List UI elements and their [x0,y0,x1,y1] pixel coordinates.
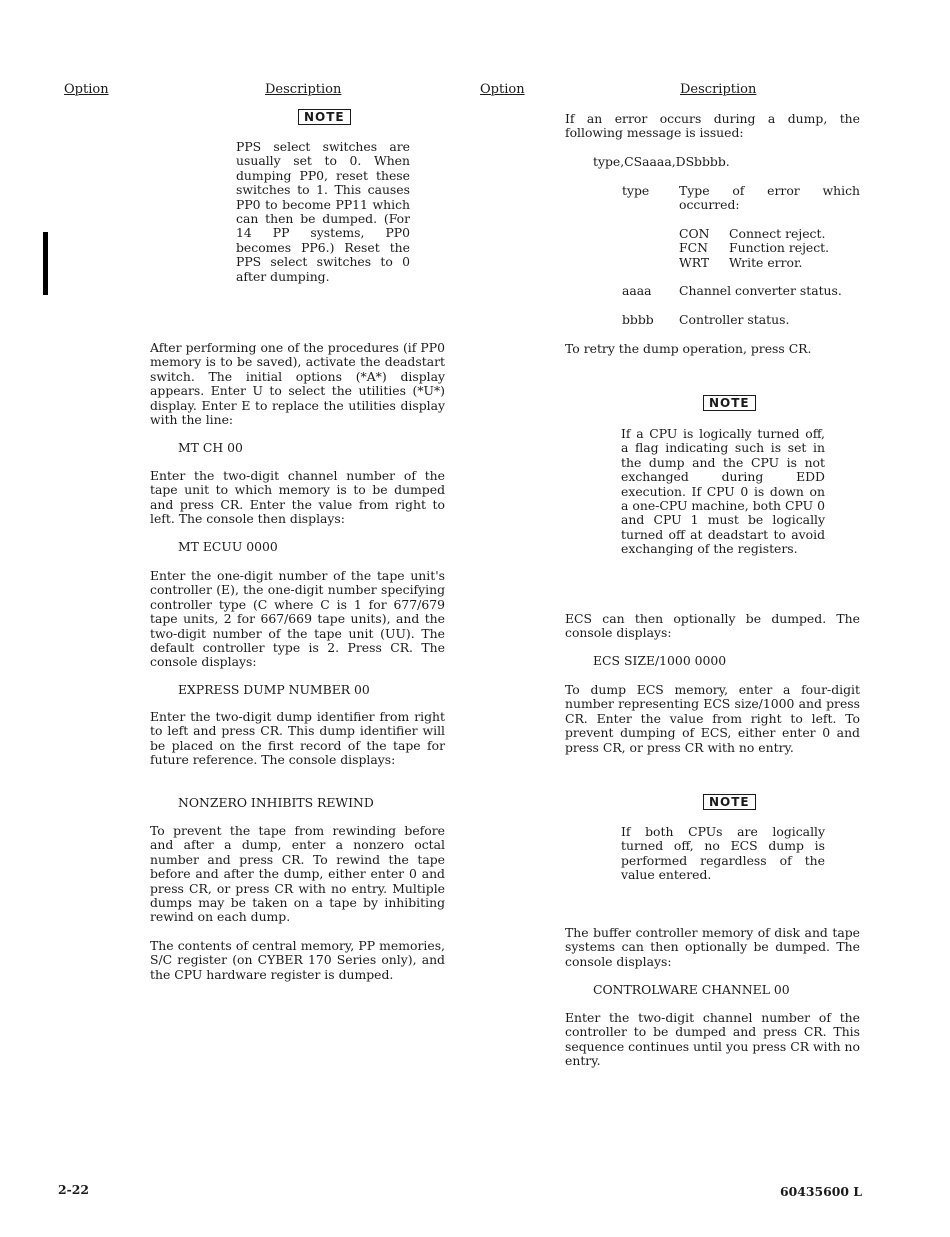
right-paragraph-2: To retry the dump operation, press CR. [565,341,812,356]
left-console-line-1: MT CH 00 [178,440,243,455]
right-console-line-1: type,CSaaaa,DSbbbb. [593,154,730,169]
left-paragraph-1: After performing one of the procedures (if PP0 memory is to be saved), activate the deadstart switch. The initial options (*A*) display appears. Enter U to select the utilities (*U*) display. Enter E to replace the utilities display with the line: [150,340,445,428]
left-note-text: PPS select switches are usually set to 0. When dumping PP0, reset these switches to 1. This causes PP0 to become PP11 which can then be dumped. (For 14 PP systems, PP0 becomes PP6.) Reset the PPS select switches to 0 after dumping. [236,139,410,284]
page-number: 2-22 [58,1182,90,1197]
left-paragraph-3: Enter the one-digit number of the tape unit's controller (E), the one-digit number specifying controller type (C where C is 1 for 677/679 tape units, 2 for 667/669 tape units), and the two-digit number of the tape unit (UU). The default controller type is 2. Press CR. The console displays: [150,568,445,670]
right-paragraph-1: If an error occurs during a dump, the following message is issued: [565,111,860,141]
left-console-line-2: MT ECUU 0000 [178,539,278,554]
left-note-box [298,109,351,125]
aaaa-description: Channel converter status. [679,283,842,298]
left-paragraph-6: The contents of central memory, PP memories, S/C register (on CYBER 170 Series only), and the CPU hardware register is dumped. [150,938,445,982]
left-paragraph-5: To prevent the tape from rewinding before and after a dump, enter a nonzero octal number and press CR. To rewind the tape before and after the dump, either enter 0 and press CR, or press CR with no entry. Multiple dumps may be taken on a tape by inhibiting rewind on each dump. [150,823,445,925]
aaaa-key: aaaa [622,283,652,298]
right-note-text-2: If both CPUs are logically turned off, no ECS dump is performed regardless of the value entered. [621,824,825,883]
left-console-line-3: EXPRESS DUMP NUMBER 00 [178,682,370,697]
right-paragraph-5: The buffer controller memory of disk and tape systems can then optionally be dumped. The console displays: [565,925,860,969]
right-paragraph-6: Enter the two-digit channel number of the controller to be dumped and press CR. This sequence continues until you press CR with no entry. [565,1010,860,1069]
right-paragraph-3: ECS can then optionally be dumped. The console displays: [565,611,860,641]
right-description-header: Description [680,82,757,97]
error-row: WRT Write error. [679,254,803,270]
right-note-label-1: NOTE [703,395,756,411]
type-key: type [622,183,650,198]
left-note-label: NOTE [298,109,351,125]
change-bar [43,232,48,295]
right-paragraph-4: To dump ECS memory, enter a four-digit number representing ECS size/1000 and press CR. Enter the value from right to left. To prevent dumping of ECS, either enter 0 and press CR, or press CR with no entry. [565,682,860,755]
type-description: Type of error which occurred: [679,183,860,213]
left-paragraph-2: Enter the two-digit channel number of the tape unit to which memory is to be dumped and press CR. Enter the value from right to left. The console then displays: [150,468,445,527]
right-note-label-2: NOTE [703,794,756,810]
right-option-header: Option [480,82,525,97]
error-code-list [679,227,829,270]
error-row: FCN Function reject. [679,240,830,256]
right-note-box-2 [703,794,756,810]
right-note-text-1: If a CPU is logically turned off, a flag indicating such is set in the dump and the CPU is not exchanged during EDD execution. If CPU 0 is down on a one-CPU machine, both CPU 0 and CPU 1 must be logically turned off at deadstart to avoid exchanging of the registers. [621,426,825,557]
left-paragraph-4: Enter the two-digit dump identifier from right to left and press CR. This dump identifier will be placed on the first record of the tape for future reference. The console displays: [150,709,445,768]
left-option-header: Option [64,82,109,97]
bbbb-key: bbbb [622,312,654,327]
right-console-line-3: CONTROLWARE CHANNEL 00 [593,982,790,997]
left-description-header: Description [265,82,342,97]
bbbb-description: Controller status. [679,312,790,327]
right-console-line-2: ECS SIZE/1000 0000 [593,653,727,668]
left-console-line-4: NONZERO INHIBITS REWIND [178,795,374,810]
document-number: 60435600 L [780,1184,862,1199]
right-note-box-1 [703,395,756,411]
error-row: CON Connect reject. [679,226,826,241]
